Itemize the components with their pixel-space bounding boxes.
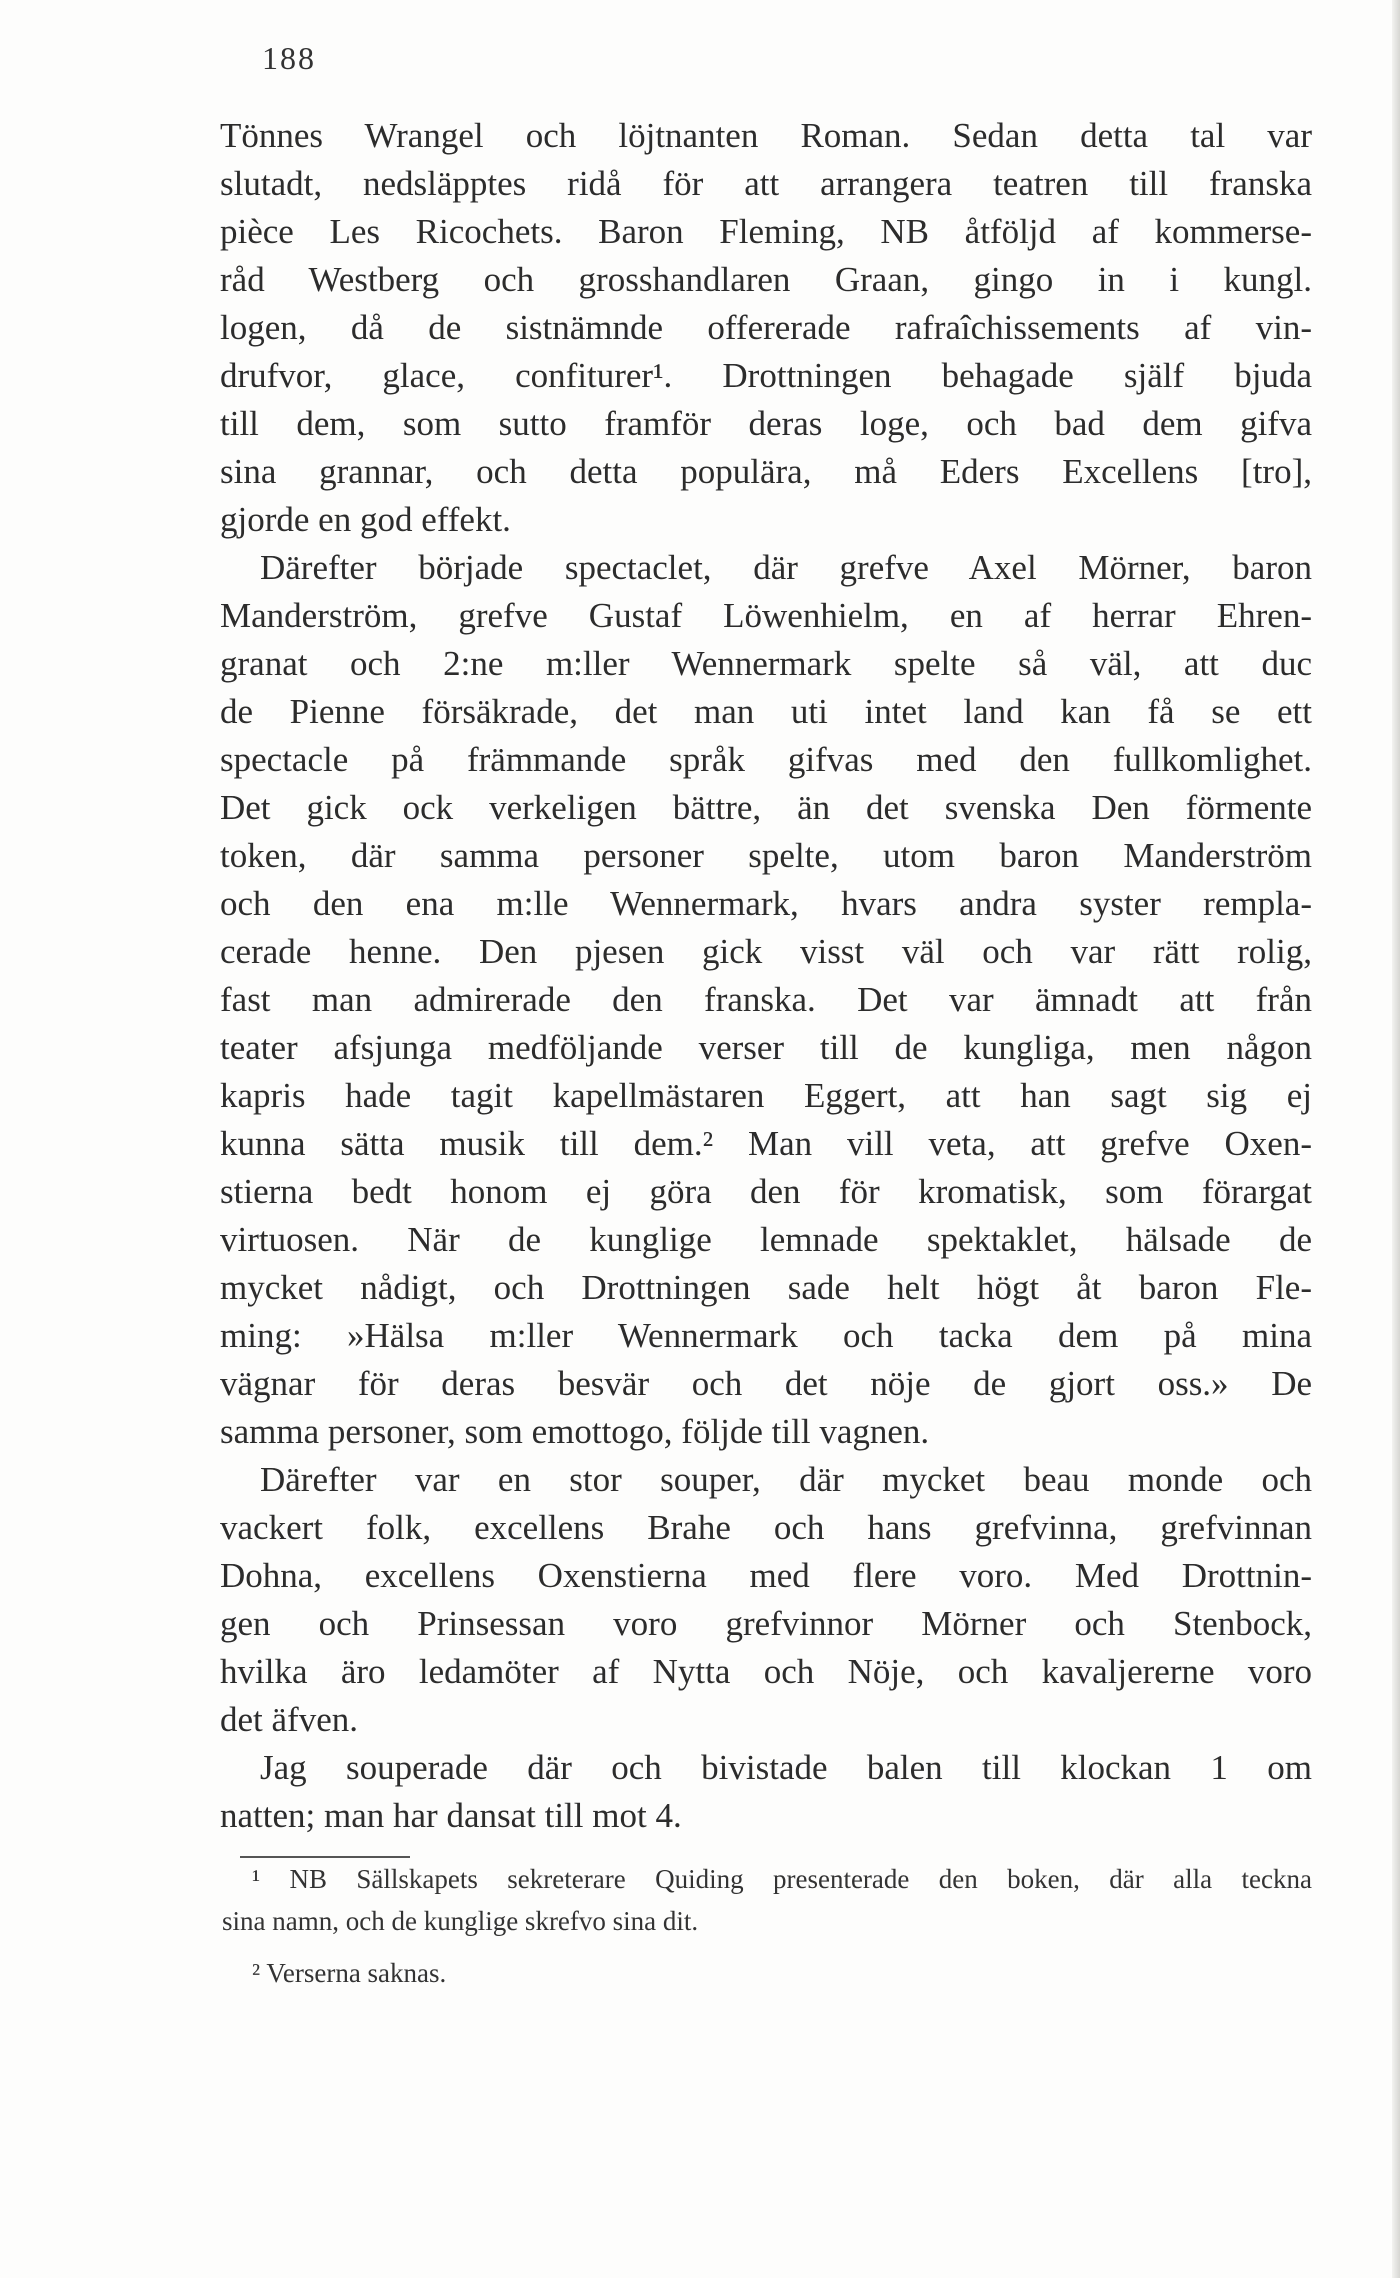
text-line: mycket nådigt, och Drottningen sade helt högt åt baron Fle- [220,1268,1312,1307]
footnote-1-continued: sina namn, och de kunglige skrefvo sina dit. [222,1906,699,1936]
text-line: spectacle på främmande språk gifvas med den fullkomlighet. [220,740,1312,779]
text-line: vägnar för deras besvär och det nöje de gjort oss.» De [220,1364,1312,1403]
text-line: drufvor, glace, confiturer¹. Drottningen behagade själf bjuda [220,356,1312,395]
footnotes [222,1858,1312,1994]
text-line: samma personer, som emottogo, följde till vagnen. [220,1412,930,1451]
text-line: och den ena m:lle Wennermark, hvars andra syster rempla- [220,884,1312,923]
text-line: Tönnes Wrangel och löjtnanten Roman. Sedan detta tal var [220,116,1312,155]
paragraph-start-line: Jag souperade där och bivistade balen till klockan 1 om [260,1748,1312,1787]
page-edge [1392,0,1400,2278]
text-line: vackert folk, excellens Brahe och hans grefvinna, grefvinnan [220,1508,1312,1547]
text-line: kapris hade tagit kapellmästaren Eggert, att han sagt sig ej [220,1076,1312,1115]
text-line: logen, då de sistnämnde offererade rafraîchissements af vin- [220,308,1312,347]
text-line: det äfven. [220,1700,358,1739]
text-line: hvilka äro ledamöter af Nytta och Nöje, och kavaljererne voro [220,1652,1312,1691]
text-line: Dohna, excellens Oxenstierna med flere voro. Med Drottnin- [220,1556,1312,1595]
text-line: ming: »Hälsa m:ller Wennermark och tacka dem på mina [220,1316,1312,1355]
text-line: till dem, som sutto framför deras loge, och bad dem gifva [220,404,1312,443]
text-line: slutadt, nedsläpptes ridå för att arrangera teatren till franska [220,164,1312,203]
text-line: Det gick ock verkeligen bättre, än det svenska Den förmente [220,788,1312,827]
text-line: virtuosen. När de kunglige lemnade spektaklet, hälsade de [220,1220,1312,1259]
text-line: natten; man har dansat till mot 4. [220,1796,682,1835]
footnote-1: ¹ NB Sällskapets sekreterare Quiding presenterade den boken, där alla teckna [252,1864,1312,1894]
paragraph-start-line: Därefter var en stor souper, där mycket beau monde och [260,1460,1312,1499]
text-line: Manderström, grefve Gustaf Löwenhielm, en af herrar Ehren- [220,596,1312,635]
footnote-2: ² Verserna saknas. [252,1958,447,1988]
text-line: kunna sätta musik till dem.² Man vill veta, att grefve Oxen- [220,1124,1312,1163]
text-line: stierna bedt honom ej göra den för kromatisk, som förargat [220,1172,1312,1211]
text-line: gen och Prinsessan voro grefvinnor Mörner och Stenbock, [220,1604,1312,1643]
body-text [220,112,1312,1840]
text-line: fast man admirerade den franska. Det var ämnadt att från [220,980,1312,1019]
text-line: de Pienne försäkrade, det man uti intet land kan få se ett [220,692,1312,731]
text-line: granat och 2:ne m:ller Wennermark spelte så väl, att duc [220,644,1312,683]
text-line: pièce Les Ricochets. Baron Fleming, NB åtföljd af kommerse- [220,212,1312,251]
text-line: sina grannar, och detta populära, må Eders Excellens [tro], [220,452,1312,491]
text-line: cerade henne. Den pjesen gick visst väl och var rätt rolig, [220,932,1312,971]
text-line: råd Westberg och grosshandlaren Graan, gingo in i kungl. [220,260,1312,299]
text-line: gjorde en god effekt. [220,500,511,539]
text-line: token, där samma personer spelte, utom baron Manderström [220,836,1312,875]
text-line: teater afsjunga medföljande verser till de kungliga, men någon [220,1028,1312,1067]
paragraph-start-line: Därefter började spectaclet, där grefve Axel Mörner, baron [260,548,1312,587]
page-number: 188 [262,40,316,76]
